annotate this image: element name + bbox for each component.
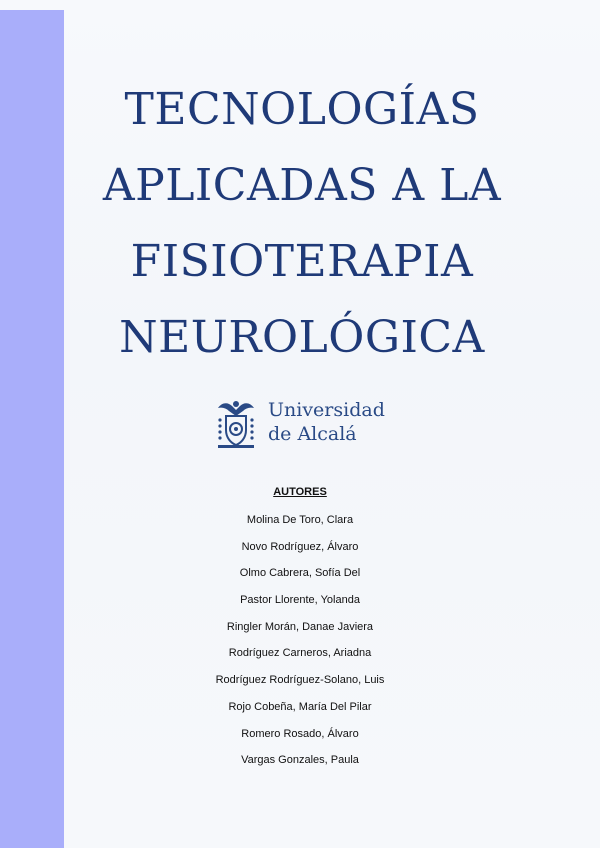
author-name: Rojo Cobeña, María Del Pilar <box>228 700 372 713</box>
authors-list <box>150 512 450 768</box>
author-name: Rodríguez Carneros, Ariadna <box>228 647 372 660</box>
author-name: Novo Rodríguez, Álvaro <box>241 540 359 553</box>
university-name-line2: de Alcalá <box>268 423 357 445</box>
university-name <box>268 398 385 446</box>
author-name: Romero Rosado, Álvaro <box>241 727 359 740</box>
author-name: Olmo Cabrera, Sofía Del <box>239 567 361 580</box>
author-name: Vargas Gonzales, Paula <box>241 754 359 767</box>
authors-section <box>150 484 450 779</box>
university-logo <box>212 398 402 452</box>
document-title <box>64 72 540 376</box>
university-coat-of-arms-icon <box>212 398 260 450</box>
author-name: Molina De Toro, Clara <box>246 514 354 526</box>
author-name: Ringler Morán, Danae Javiera <box>226 620 374 633</box>
author-name: Rodríguez Rodríguez-Solano, Luis <box>215 674 385 687</box>
title-line: FISIOTERAPIA <box>130 236 474 287</box>
side-color-band <box>0 10 64 848</box>
authors-heading: AUTORES <box>273 486 327 498</box>
title-line: NEUROLÓGICA <box>119 312 485 363</box>
author-name: Pastor Llorente, Yolanda <box>240 594 360 607</box>
title-line: TECNOLOGÍAS <box>124 84 480 135</box>
university-name-line1: Universidad <box>268 399 385 421</box>
title-line: APLICADAS A LA <box>102 160 502 211</box>
